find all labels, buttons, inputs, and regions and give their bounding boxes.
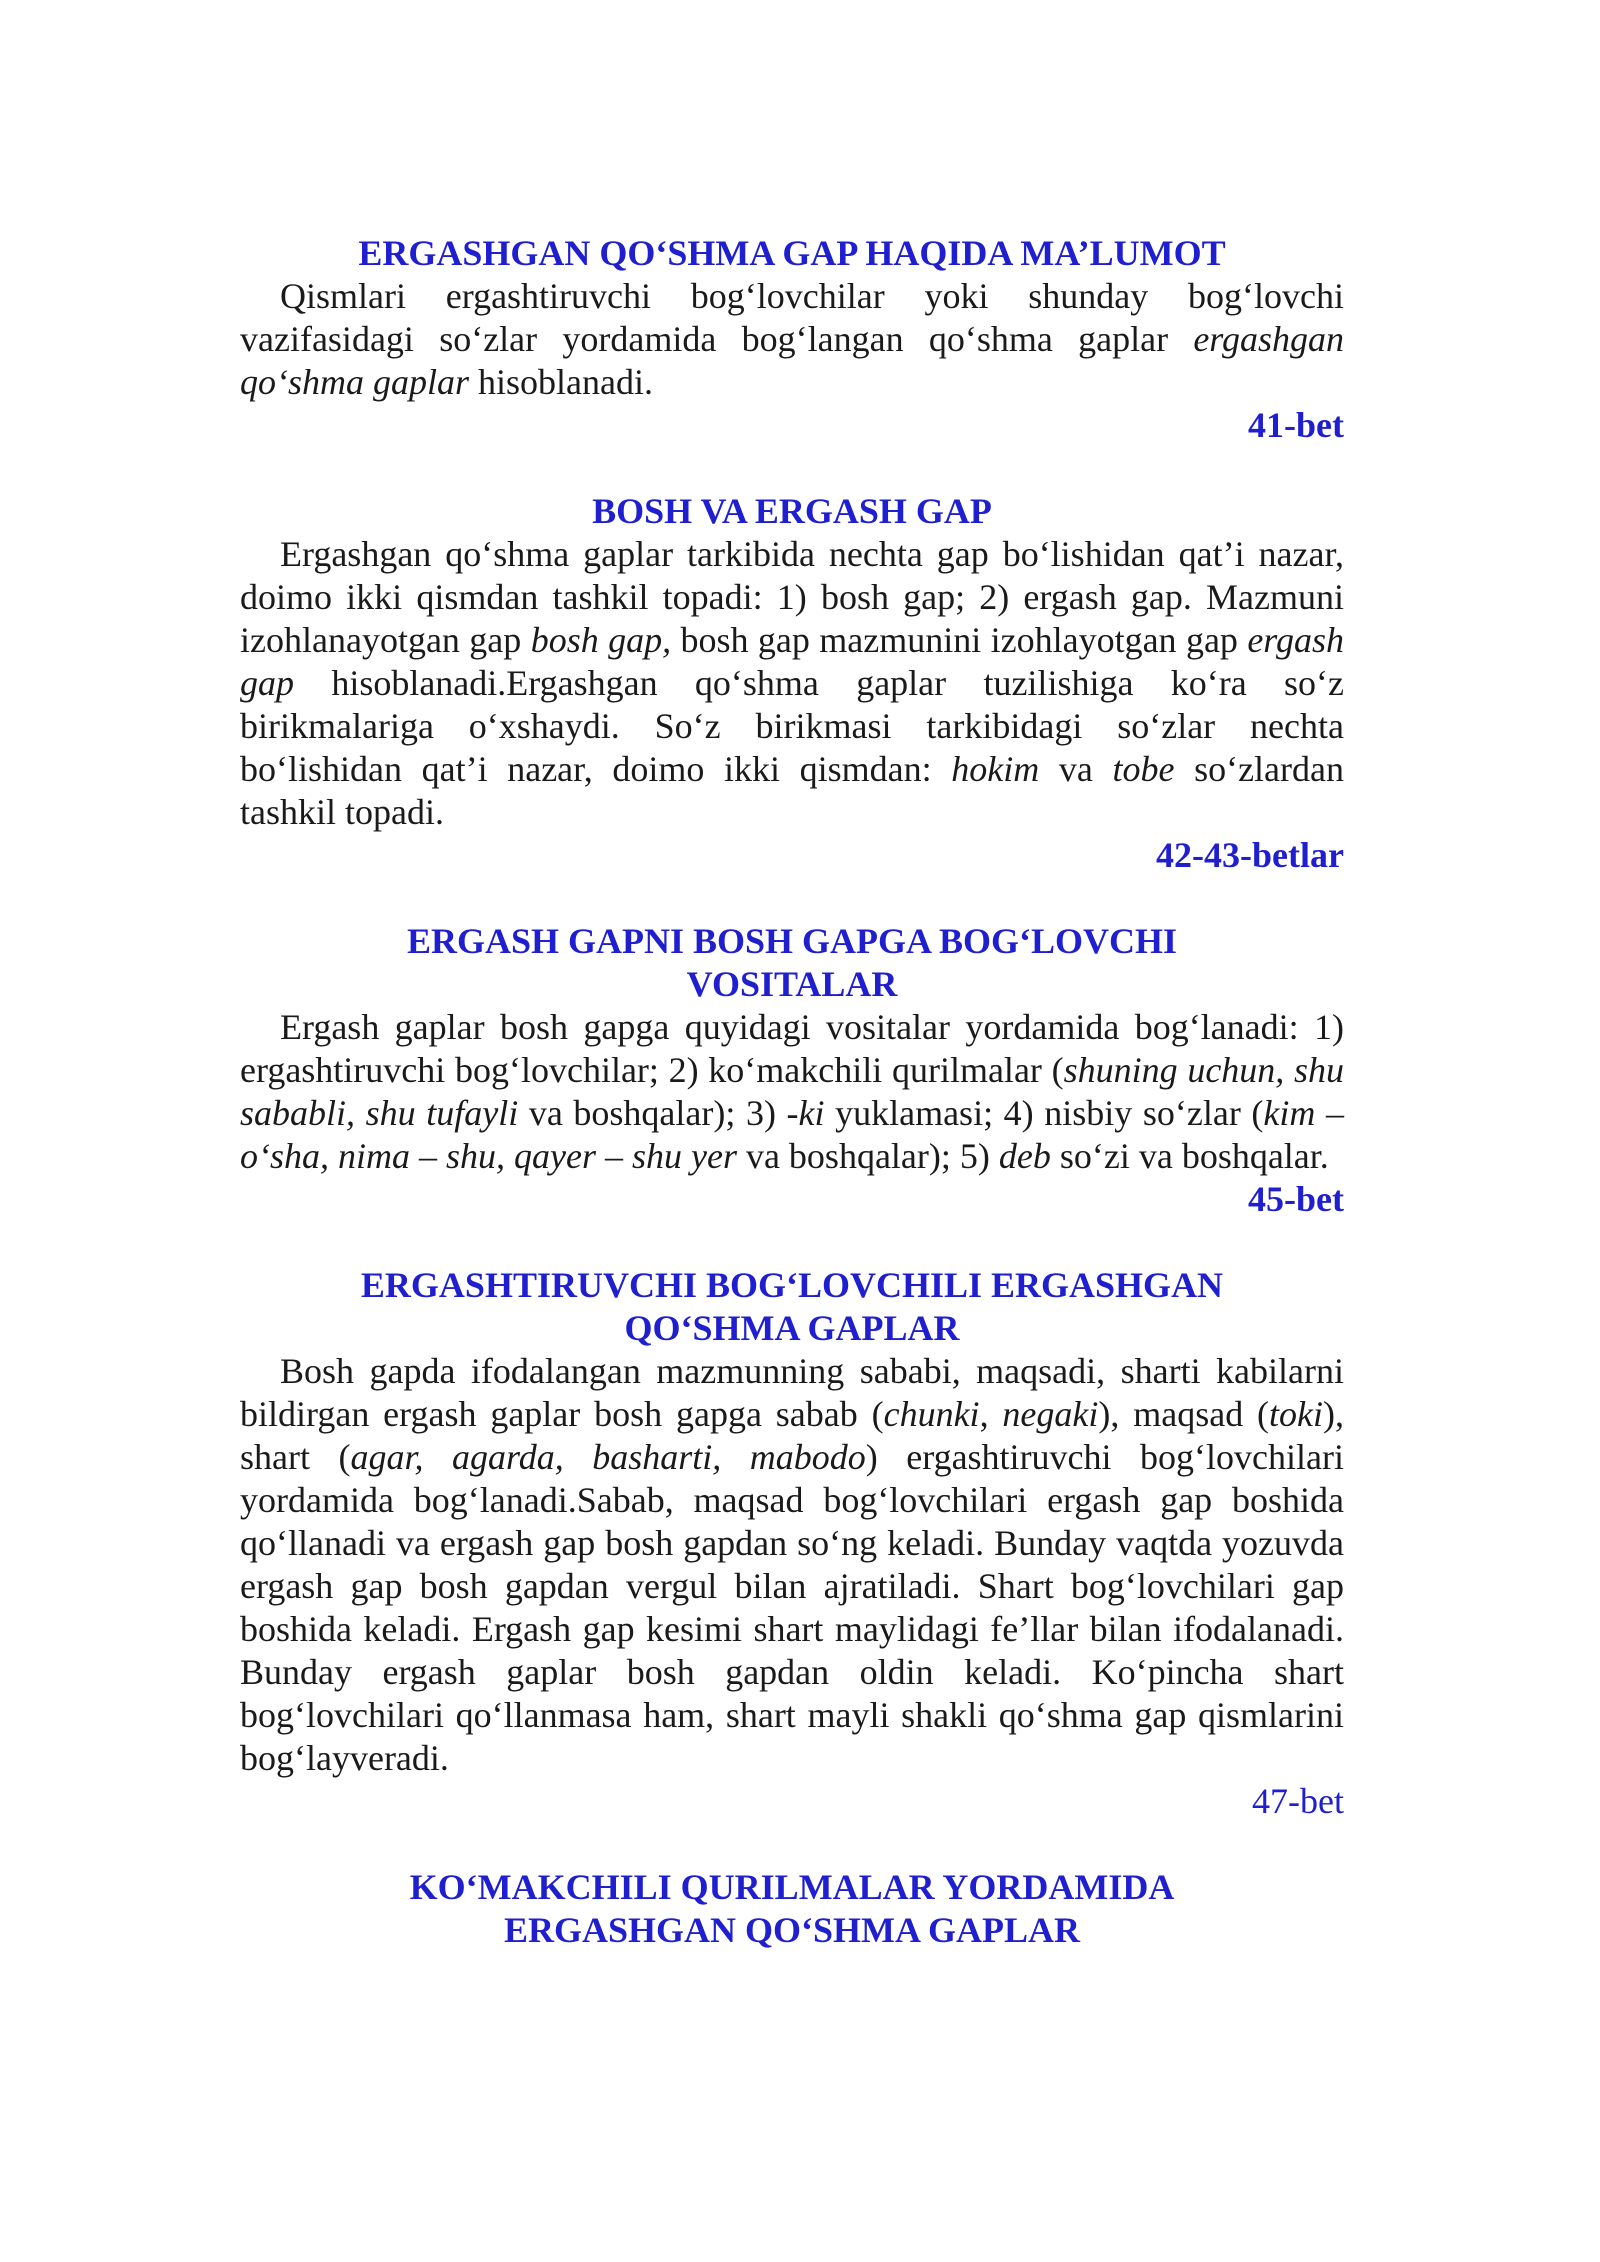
spacer: [240, 447, 1344, 490]
text-run: va: [1039, 749, 1113, 789]
section-title: [240, 1866, 1344, 1952]
text-run: ), maqsad (: [1098, 1394, 1270, 1434]
page-reference: 41-bet: [1248, 405, 1344, 445]
title-line: ERGASHGAN QO‘SHMA GAPLAR: [503, 1910, 1081, 1950]
text-run: hisoblanadi.: [469, 362, 653, 402]
text-run: Qismlari ergashtiruvchi bog‘lovchilar yoki shunday bog‘lovchi vazifasidagi so‘zlar yordamida bog‘langan qo‘shma gaplar: [240, 276, 1344, 359]
italic-term: tobe: [1112, 749, 1175, 789]
italic-term: -ki: [786, 1093, 825, 1133]
title-line: KO‘MAKCHILI QURILMALAR YORDAMIDA: [409, 1867, 1175, 1907]
title-line: VOSITALAR: [686, 964, 898, 1004]
text-run: va boshqalar); 5): [736, 1136, 999, 1176]
text-run: Bosh gapda ifodalangan mazmunning sababi, maqsadi, sharti kabilarni bildirgan ergash gaplar bosh gapga sabab (: [240, 1351, 1344, 1434]
section-paragraph: [240, 275, 1344, 404]
text-run: Ergash gaplar bosh gapga quyidagi vositalar yordamida bog‘lanadi: 1) ergashtiruvchi bog‘lovchilar; 2) ko‘makchili qurilmalar (: [240, 1007, 1344, 1090]
section-paragraph: [240, 1350, 1344, 1780]
text-run: ,: [979, 1394, 1003, 1434]
section-title: ERGASHGAN QO‘SHMA GAP HAQIDA MA’LUMOT: [358, 233, 1226, 273]
title-line: ERGASHTIRUVCHI BOG‘LOVCHILI ERGASHGAN: [360, 1265, 1224, 1305]
text-run: Ergashgan qo‘shma gaplar tarkibida nechta gap bo‘lishidan qat’i nazar, doimo ikki qismdan tashkil topadi: 1) bosh gap; 2) ergash gap. Mazmuni izohlanayotgan gap: [240, 534, 1344, 660]
page-reference: 45-bet: [1248, 1179, 1344, 1219]
italic-term: kim – o‘sha, nima – shu, qayer – shu yer: [240, 1093, 1344, 1176]
italic-term: ergashgan qo‘shma gaplar: [240, 319, 1344, 402]
text-run: yuklamasi; 4) nisbiy so‘zlar (: [824, 1093, 1264, 1133]
text-run: so‘zlardan tashkil topadi.: [240, 749, 1344, 832]
section-paragraph: [240, 533, 1344, 834]
italic-term: chunki: [883, 1394, 980, 1434]
italic-term: negaki: [1002, 1394, 1099, 1434]
spacer: [240, 1221, 1344, 1264]
text-run: so‘zi va boshqalar.: [1050, 1136, 1329, 1176]
italic-term: hokim: [951, 749, 1040, 789]
section-paragraph: [240, 1006, 1344, 1178]
text-run: ), shart (: [240, 1394, 1345, 1477]
section-title: BOSH VA ERGASH GAP: [592, 491, 992, 531]
document-page: [240, 232, 1344, 1952]
section-title: [240, 1264, 1344, 1350]
text-run: va boshqalar); 3): [518, 1093, 787, 1133]
text-run: ) ergashtiruvchi bog‘lovchilari yordamida bog‘lanadi.Sabab, maqsad bog‘lovchilari ergash gap boshida qo‘llanadi va ergash gap bosh gapdan so‘ng keladi. Bunday vaqtda yozuvda ergash gap bosh gapdan vergul bilan ajratiladi. Shart bog‘lovchilari gap boshida keladi. Ergash gap kesimi shart maylidagi fe’llar bilan ifodalanadi. Bunday ergash gaplar bosh gapdan oldin keladi. Ko‘pincha shart bog‘lovchilari qo‘llanmasa ham, shart mayli shakli qo‘shma gap qismlarini bog‘layveradi.: [240, 1437, 1344, 1778]
italic-term: shuning uchun, shu sababli, shu tufayli: [240, 1050, 1345, 1133]
page-reference: 42-43-betlar: [1156, 835, 1344, 875]
title-line: ERGASH GAPNI BOSH GAPGA BOG‘LOVCHI: [406, 921, 1178, 961]
text-run: bosh gap mazmunini izohlayotgan gap: [671, 620, 1248, 660]
italic-term: toki: [1269, 1394, 1324, 1434]
title-line: QO‘SHMA GAPLAR: [624, 1308, 960, 1348]
spacer: [240, 1823, 1344, 1866]
italic-term: agar, agarda, basharti, mabodo: [350, 1437, 866, 1477]
text-run: hisoblanadi.Ergashgan qo‘shma gaplar tuzilishiga ko‘ra so‘z birikmalariga o‘xshaydi. So‘z birikmasi tarkibidagi so‘zlar nechta bo‘lishidan qat’i nazar, doimo ikki qismdan:: [240, 663, 1344, 789]
page-reference: 47-bet: [1252, 1781, 1344, 1821]
italic-term: deb: [998, 1136, 1051, 1176]
spacer: [240, 877, 1344, 920]
italic-term: ergash gap: [240, 620, 1344, 703]
italic-term: bosh gap,: [530, 620, 672, 660]
section-title: [240, 920, 1344, 1006]
